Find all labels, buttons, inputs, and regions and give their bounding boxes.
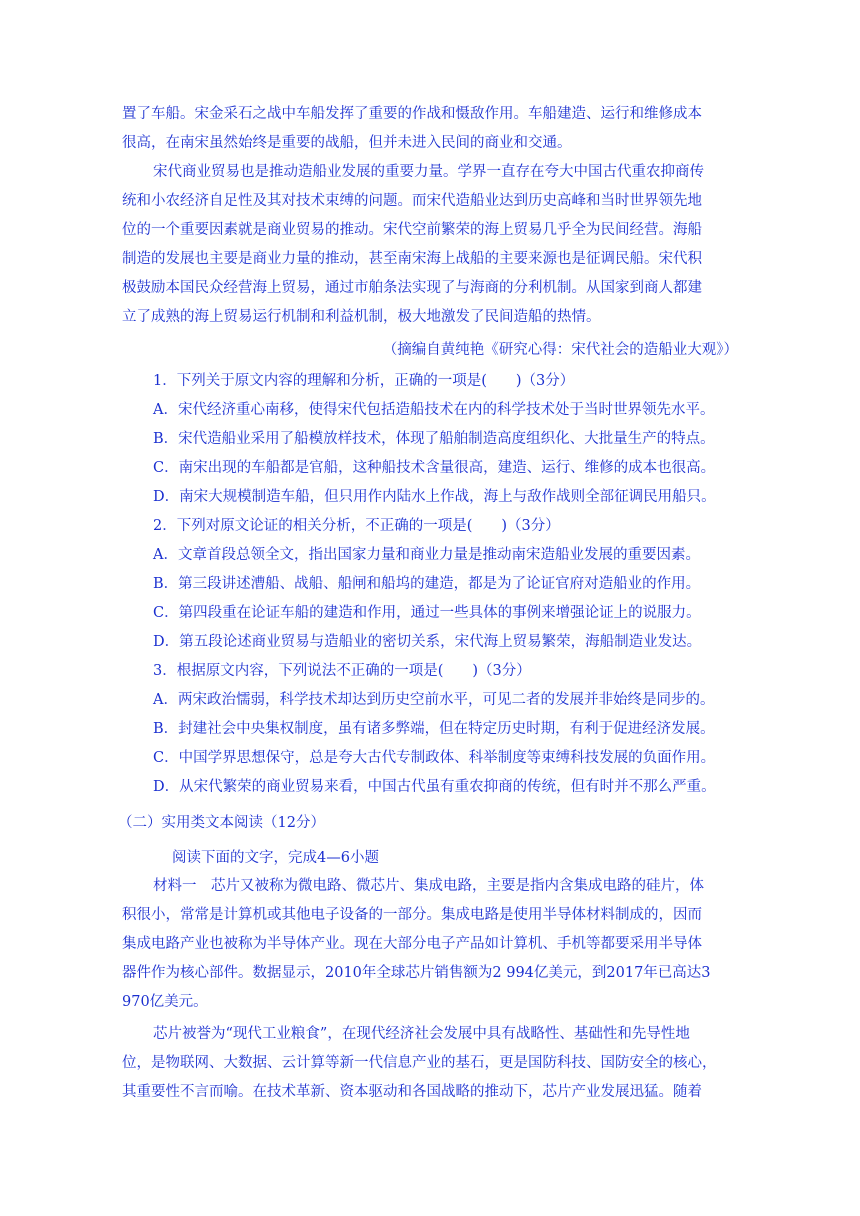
paragraph-line: 宋代商业贸易也是推动造船业发展的重要力量。学界一直存在夸大中国古代重农抑商传 [153,164,704,180]
paragraph-line: 制造的发展也主要是商业力量的推动，甚至南宋海上战船的主要来源也是征调民船。宋代积 [122,251,702,267]
paragraph-line: 器件作为核心部件。数据显示，2010年全球芯片销售额为2 994亿美元，到2017年已高达3 [122,965,711,981]
question-option: B．封建社会中央集权制度，虽有诸多弊端，但在特定历史时期，有利于促进经济发展。 [153,721,715,737]
question-option: D．从宋代繁荣的商业贸易来看，中国古代虽有重农抑商的传统，但有时并不那么严重。 [153,779,716,795]
question-option: C．中国学界思想保守，总是夸大古代专制政体、科举制度等束缚科技发展的负面作用。 [153,750,716,766]
paragraph-line: 位，是物联网、大数据、云计算等新一代信息产业的基石，更是国防科技、国防安全的核心， [122,1055,717,1071]
paragraph-line: 统和小农经济自足性及其对技术束缚的问题。而宋代造船业达到历史高峰和当时世界领先地 [122,193,702,209]
question-option: D．南宋大规模制造车船，但只用作内陆水上作战，海上与敌作战则全部征调民用船只。 [153,489,716,505]
paragraph-line: 材料一 芯片又被称为微电路、微芯片、集成电路，主要是指内含集成电路的硅片，体 [153,878,704,894]
paragraph-line: 其重要性不言而喻。在技术革新、资本驱动和各国战略的推动下，芯片产业发展迅猛。随着 [122,1084,702,1100]
section-instruction: 阅读下面的文字，完成4—6小题 [172,850,379,866]
paragraph-line: 立了成熟的海上贸易运行机制和利益机制，极大地激发了民间造船的热情。 [122,309,601,325]
question-option: A．宋代经济重心南移，使得宋代包括造船技术在内的科学技术处于当时世界领先水平。 [153,402,715,418]
section-heading: （二）实用类文本阅读（12分） [118,815,325,831]
question-stem: 2．下列对原文论证的相关分析，不正确的一项是( )（3分） [153,518,560,534]
question-option: C．第四段重在论证车船的建造和作用，通过一些具体的事例来增强论证上的说服力。 [153,605,701,621]
question-option: A．文章首段总领全文，指出国家力量和商业力量是推动南宋造船业发展的重要因素。 [153,547,700,563]
question-option: C．南宋出现的车船都是官船，这种船技术含量很高，建造、运行、维修的成本也很高。 [153,460,716,476]
source-citation: （摘编自黄纯艳《研究心得：宋代社会的造船业大观》） [382,342,738,358]
paragraph-line: 集成电路产业也被称为半导体产业。现在大部分电子产品如计算机、手机等都要采用半导体 [122,936,702,952]
paragraph-line: 积很小，常常是计算机或其他电子设备的一部分。集成电路是使用半导体材料制成的，因而 [122,907,702,923]
question-option: A．两宋政治懦弱，科学技术却达到历史空前水平，可见二者的发展并非始终是同步的。 [153,692,715,708]
paragraph-line: 970亿美元。 [122,994,208,1010]
question-option: B．宋代造船业采用了船模放样技术，体现了船舶制造高度组织化、大批量生产的特点。 [153,431,715,447]
question-option: D．第五段论述商业贸易与造船业的密切关系，宋代海上贸易繁荣，海船制造业发达。 [153,634,702,650]
paragraph-line: 极鼓励本国民众经营海上贸易，通过市舶条法实现了与海商的分利机制。从国家到商人都建 [122,280,702,296]
paragraph-line: 位的一个重要因素就是商业贸易的推动。宋代空前繁荣的海上贸易几乎全为民间经营。海船 [122,222,702,238]
question-stem: 3．根据原文内容，下列说法不正确的一项是( )（3分） [153,663,531,679]
paragraph-line: 芯片被誉为“现代工业粮食”，在现代经济社会发展中具有战略性、基础性和先导性地 [153,1026,690,1042]
question-stem: 1．下列关于原文内容的理解和分析，正确的一项是( )（3分） [153,373,575,389]
paragraph-line: 置了车船。宋金采石之战中车船发挥了重要的作战和慑敌作用。车船建造、运行和维修成本 [122,106,702,122]
question-option: B．第三段讲述漕船、战船、船闸和船坞的建造，都是为了论证官府对造船业的作用。 [153,576,701,592]
paragraph-line: 很高，在南宋虽然始终是重要的战船，但并未进入民间的商业和交通。 [122,135,572,151]
